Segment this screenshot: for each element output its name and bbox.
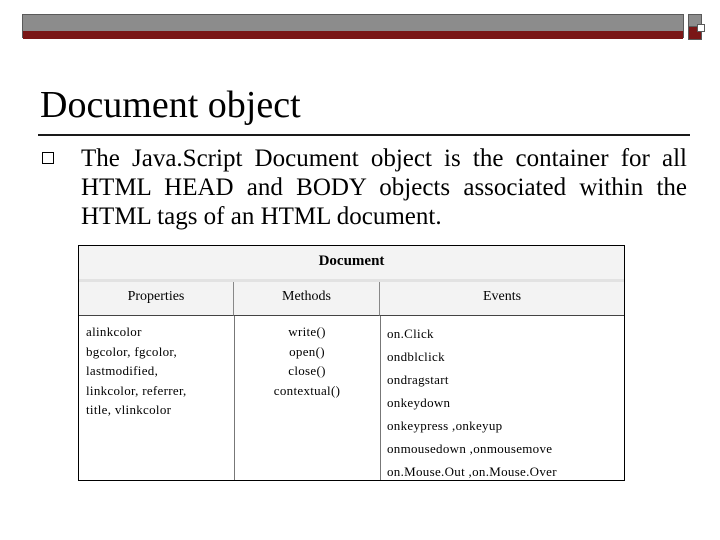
title-underline: [38, 134, 690, 136]
event-item: on.Mouse.Out ,on.Mouse.Over: [387, 464, 557, 479]
bullet-square-icon: [42, 152, 54, 164]
event-item: onkeypress ,onkeyup: [387, 418, 503, 433]
event-item: ondragstart: [387, 372, 449, 387]
slide-title: Document object: [40, 84, 301, 126]
property-line: linkcolor, referrer,: [86, 382, 187, 398]
banner-gray-band: [23, 15, 683, 31]
property-line: lastmodified,: [86, 363, 159, 378]
event-item: ondblclick: [387, 349, 445, 364]
method-item: contextual(): [273, 382, 341, 398]
event-item: on.Click: [387, 326, 434, 341]
banner-maroon-band: [23, 31, 683, 39]
column-header-events: Events: [380, 282, 624, 316]
method-item: open(): [289, 343, 325, 359]
event-item: onmousedown ,onmousemove: [387, 441, 553, 456]
events-cell: [387, 322, 619, 483]
properties-cell: [86, 322, 231, 420]
property-line: title, vlinkcolor: [86, 402, 172, 417]
slide-top-banner: [22, 14, 684, 38]
document-object-table: [78, 245, 625, 481]
event-item: onkeydown: [387, 395, 451, 410]
method-item: write(): [288, 324, 326, 339]
column-divider: [380, 316, 381, 480]
column-header-methods: Methods: [234, 282, 380, 316]
method-item: close(): [288, 363, 326, 378]
bullet-text: The Java.Script Document object is the container for all HTML HEAD and BODY objects associated within the HTML tags of an HTML document.: [81, 145, 687, 230]
property-line: bgcolor, fgcolor,: [86, 343, 178, 359]
table-header-document: Document: [79, 246, 624, 283]
column-header-properties: Properties: [79, 282, 234, 316]
banner-corner-square-white: [697, 24, 705, 32]
methods-cell: [234, 322, 380, 400]
property-line: alinkcolor: [86, 324, 142, 339]
